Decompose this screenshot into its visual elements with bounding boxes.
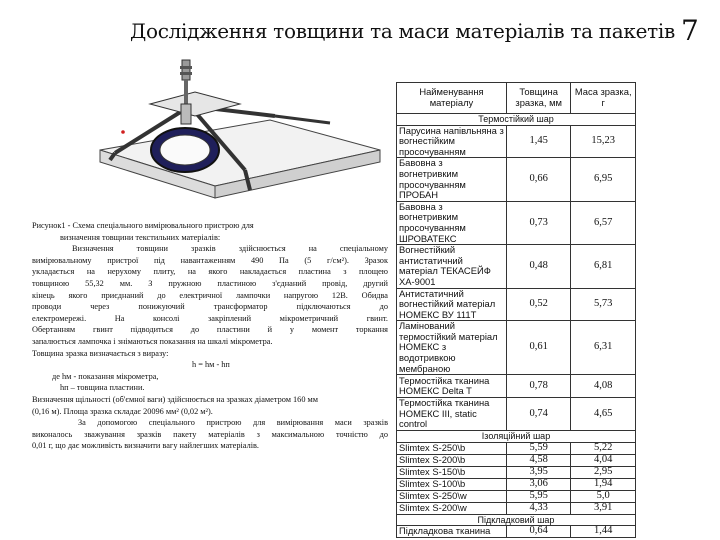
paragraph-line: виконалось зважування зразків пакету матеріалів з максимальною точністю до — [32, 429, 388, 439]
thickness-cell: 0,61 — [506, 321, 571, 375]
paragraph-line: товщиною 55,32 мм. З пружною пластиною з'єднаний провід, другий — [32, 278, 388, 288]
paragraph-line: проводи через понижуючий трансформатор підключаються до — [32, 302, 388, 312]
thickness-cell: 0,66 — [506, 158, 571, 201]
paragraph-line: запалюється лампочка і знімаються показання на шкалі мікрометра. — [32, 336, 273, 346]
material-name-cell: Slimtex S-250\w — [397, 490, 507, 502]
mass-cell: 15,23 — [571, 125, 636, 158]
paragraph-line: Обертанням гвинт підводиться до пластини й у момент торкання — [32, 325, 388, 335]
mass-cell: 4,65 — [571, 398, 636, 431]
thickness-cell: 1,45 — [506, 125, 571, 158]
paragraph-line: електромережі. На консолі закріплений мікрометричний гвинт. — [32, 313, 388, 323]
thickness-formula: h = hм - hп — [192, 360, 230, 370]
table-row — [397, 125, 636, 158]
table-row — [397, 158, 636, 201]
header-thickness: Товщина зразка, мм — [506, 83, 571, 114]
table-row — [397, 454, 636, 466]
title-text: Дослідження товщини та маси матеріалів та пакетів — [130, 19, 675, 43]
mass-cell: 6,31 — [571, 321, 636, 375]
figure-caption: Рисунок1 - Схема спеціального вимірювального пристрою для — [32, 221, 254, 230]
paragraph-line: Визначення щільності (об'ємної ваги) здійснюється на зразках діаметром 160 мм — [32, 394, 319, 404]
thickness-cell: 3,06 — [506, 478, 571, 490]
material-name-cell: Slimtex S-200\w — [397, 502, 507, 514]
materials-table — [396, 82, 636, 538]
material-name-cell: Термостійка тканина НОМЕКС Delta T — [397, 375, 507, 398]
section-title: Термостійкий шар — [397, 114, 636, 126]
measuring-device-figure — [95, 58, 385, 210]
mass-cell: 1,44 — [571, 526, 636, 538]
figure-caption-line2: визначення товщини текстильних матеріалів: — [60, 232, 221, 242]
material-name-cell: Ламінований термостійкий матеріал НОМЕКС з водотривкою мембраною — [397, 321, 507, 375]
section-row — [397, 431, 636, 443]
table-header-row — [397, 83, 636, 114]
table-row — [397, 442, 636, 454]
material-name-cell: Антистатичний вогнестійкий матеріал НОМЕКС ВУ 111Т — [397, 288, 507, 321]
thickness-cell: 0,52 — [506, 288, 571, 321]
mass-cell: 6,57 — [571, 201, 636, 244]
section-row — [397, 514, 636, 526]
table-row — [397, 478, 636, 490]
thickness-cell: 3,95 — [506, 466, 571, 478]
material-name-cell: Slimtex S-200\b — [397, 454, 507, 466]
header-material: Найменування матеріалу — [397, 83, 507, 114]
mass-cell: 2,95 — [571, 466, 636, 478]
material-name-cell: Парусина напівльняна з вогнестійким просочуванням — [397, 125, 507, 158]
mass-cell: 4,08 — [571, 375, 636, 398]
paragraph-line: За допомогою спеціального пристрою для вимірювання маси зразків — [78, 418, 388, 428]
paragraph-line: укладається на нерухому плиту, на якого накладається пластина з площею — [32, 267, 388, 277]
table-row — [397, 245, 636, 288]
table-row — [397, 288, 636, 321]
thickness-cell: 0,64 — [506, 526, 571, 538]
table-row — [397, 201, 636, 244]
thickness-cell: 0,73 — [506, 201, 571, 244]
thickness-cell: 0,48 — [506, 245, 571, 288]
mass-cell: 1,94 — [571, 478, 636, 490]
table-row — [397, 466, 636, 478]
mass-cell: 6,95 — [571, 158, 636, 201]
material-name-cell: Термостійка тканина НОМЕКС III, static control — [397, 398, 507, 431]
thickness-cell: 5,59 — [506, 442, 571, 454]
material-name-cell: Бавовна з вогнетривким просочуванням ПРОБАН — [397, 158, 507, 201]
section-title: Ізоляційний шар — [397, 431, 636, 443]
material-name-cell: Підкладкова тканина — [397, 526, 507, 538]
mass-cell: 5,22 — [571, 442, 636, 454]
thickness-cell: 0,74 — [506, 398, 571, 431]
section-title: Підкладковий шар — [397, 514, 636, 526]
paragraph-line: (0,16 м). Площа зразка складає 20096 мм² (0,02 м²). — [32, 406, 213, 416]
page-number: 7 — [681, 14, 699, 47]
table-row — [397, 526, 636, 538]
section-row — [397, 114, 636, 126]
mass-cell: 6,81 — [571, 245, 636, 288]
paragraph-line: вимірювальному пристрої під навантаженням 490 Па (5 г/см²). Зразок — [32, 255, 388, 265]
mass-cell: 4,04 — [571, 454, 636, 466]
paragraph-line: Товщина зразка визначається з виразу: — [32, 348, 169, 358]
table-row — [397, 375, 636, 398]
thickness-cell: 0,78 — [506, 375, 571, 398]
table-row — [397, 490, 636, 502]
thickness-cell: 4,58 — [506, 454, 571, 466]
material-name-cell: Slimtex S-100\b — [397, 478, 507, 490]
mass-cell: 3,91 — [571, 502, 636, 514]
mass-cell: 5,73 — [571, 288, 636, 321]
page-title — [130, 14, 710, 47]
material-name-cell: Slimtex S-250\b — [397, 442, 507, 454]
table-row — [397, 321, 636, 375]
mass-cell: 5,0 — [571, 490, 636, 502]
table-row — [397, 398, 636, 431]
formula-where-1: де hм - показання мікрометра, — [52, 371, 159, 381]
paragraph-line: кінець якого приєднаний до електричної лампочки напругою 12В. Обидва — [32, 290, 388, 300]
paragraph-line: 0,01 г, що дає можливість визначити вагу найлегших матеріалів. — [32, 441, 260, 451]
body-text — [32, 220, 388, 452]
header-mass: Маса зразка, г — [571, 83, 636, 114]
material-name-cell: Вогнестійкий антистатичний матеріал ТЕКАСЕЙФ ХА-9001 — [397, 245, 507, 288]
thickness-cell: 4,33 — [506, 502, 571, 514]
thickness-cell: 5,95 — [506, 490, 571, 502]
table-row — [397, 502, 636, 514]
material-name-cell: Бавовна з вогнетривким просочуванням ШРОВАТЕКС — [397, 201, 507, 244]
paragraph-line: Визначення товщини зразків здійснюється на спеціальному — [72, 244, 388, 254]
formula-where-2: hп – товщина пластини. — [60, 383, 145, 393]
material-name-cell: Slimtex S-150\b — [397, 466, 507, 478]
